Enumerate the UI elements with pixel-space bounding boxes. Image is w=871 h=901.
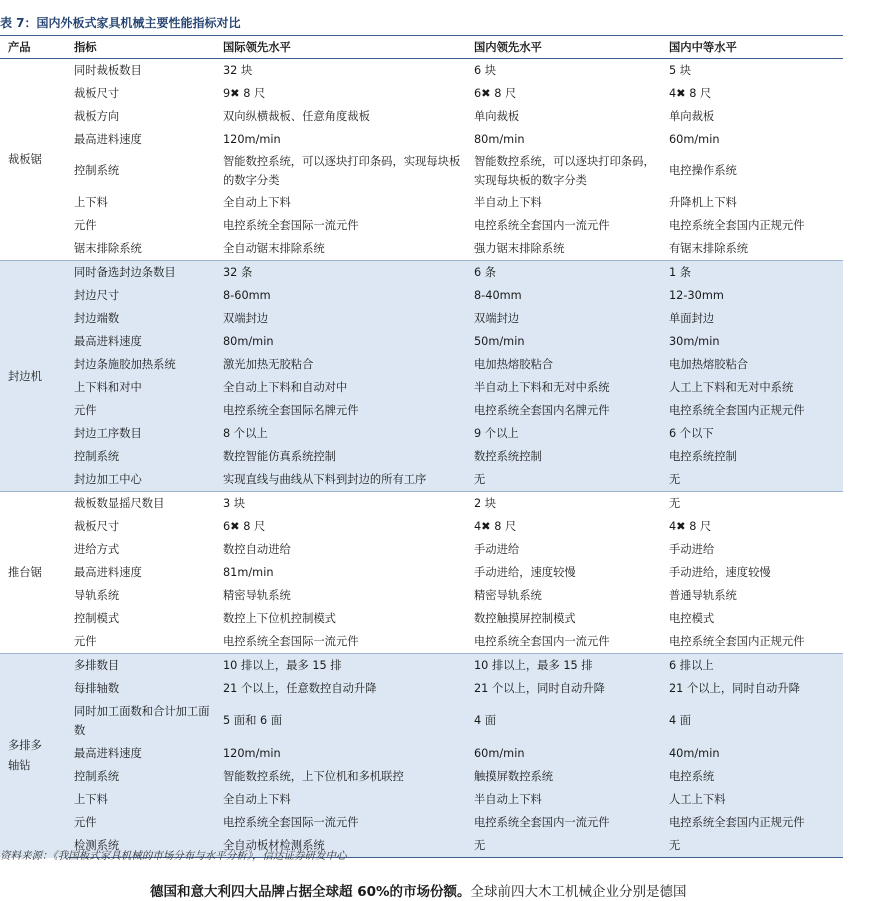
table-row [0,151,843,191]
indicator-cell: 上下料 [74,196,108,209]
domestic-leading-cell: 无 [468,834,663,858]
table-row [0,811,843,834]
indicator-cell: 控制系统 [74,450,120,463]
table-row [0,399,843,422]
indicator-cell: 同时加工面数和合计加工面数 [74,704,210,737]
table-row [0,654,843,678]
product-group [0,492,843,654]
domestic-medium-cell: 4 面 [669,714,692,728]
indicator-cell: 最高进料速度 [74,133,142,146]
international-cell: 数控智能仿真系统控制 [223,450,336,463]
domestic-leading-cell: 半自动上下料 [474,196,542,209]
table-row [0,353,843,376]
domestic-leading-cell: 60m/min [474,747,525,760]
domestic-leading-cell: 无 [474,473,486,486]
domestic-leading-cell: 电控系统全套国内一流元件 [474,635,610,648]
domestic-leading-cell: 手动进给，速度较慢 [474,566,576,579]
domestic-leading-cell: 电控系统全套国内名牌元件 [474,404,610,417]
table-row [0,445,843,468]
international-cell: 80m/min [223,335,274,348]
domestic-medium-cell: 6 排以上 [663,654,843,678]
indicator-cell: 元件 [74,635,97,648]
domestic-leading-cell: 10 排以上，最多 15 排 [468,654,663,678]
domestic-medium-cell: 21 个以上，同时自动升降 [669,682,800,695]
table-row [0,307,843,330]
product-group [0,261,843,492]
domestic-medium-cell: 有锯末排除系统 [669,242,749,255]
domestic-leading-cell: 精密导轨系统 [474,589,542,602]
international-cell: 双端封边 [223,312,269,325]
international-cell: 10 排以上，最多 15 排 [217,654,468,678]
header-product: 产品 [0,36,68,59]
indicator-cell: 控制模式 [74,612,120,625]
table-row [0,59,843,83]
domestic-medium-cell: 电控操作系统 [669,164,737,178]
indicator-cell: 每排轴数 [74,682,120,695]
domestic-medium-cell: 电控系统控制 [669,450,737,463]
international-cell: 电控系统全套国际名牌元件 [223,404,359,417]
indicator-cell: 检测系统 [68,834,217,858]
domestic-leading-cell: 手动进给 [474,543,520,556]
indicator-cell: 最高进料速度 [74,747,142,760]
footer-normal-text: 全球前四大木工机械企业分别是德国 [470,884,687,900]
table-row [0,742,843,765]
domestic-leading-cell: 80m/min [474,133,525,146]
table-row [0,677,843,700]
domestic-leading-cell: 数控触摸屏控制模式 [474,612,576,625]
domestic-leading-cell: 4 面 [474,714,497,728]
indicator-cell: 进给方式 [74,543,120,556]
indicator-cell: 封边条施胶加热系统 [74,358,176,371]
indicator-cell: 上下料 [74,793,108,806]
domestic-medium-cell: 电控系统全套国内正规元件 [669,404,805,417]
domestic-medium-cell: 手动进给 [669,543,715,556]
indicator-cell: 裁板尺寸 [74,87,120,100]
international-cell: 电控系统全套国际一流元件 [223,816,359,829]
domestic-leading-cell: 电控系统全套国内一流元件 [474,219,610,232]
indicator-cell: 封边端数 [74,312,120,325]
indicator-cell: 封边尺寸 [74,289,120,302]
domestic-medium-cell: 无 [663,492,843,516]
domestic-leading-cell: 数控系统控制 [474,450,542,463]
product-cell: 推台锯 [0,492,68,654]
table-row [0,700,843,742]
indicator-cell: 最高进料速度 [74,566,142,579]
international-cell: 全自动上下料 [223,793,291,806]
indicator-cell: 裁板方向 [74,110,120,123]
domestic-medium-cell: 手动进给，速度较慢 [669,566,771,579]
product-cell: 封边机 [0,261,68,492]
domestic-leading-cell: 半自动上下料和无对中系统 [474,381,610,394]
domestic-leading-cell: 智能数控系统，可以逐块打印条码，实现每块板的数字分类 [474,154,655,187]
domestic-medium-cell: 升降机上下料 [669,196,737,209]
product-group [0,59,843,261]
table-row [0,376,843,399]
indicator-cell: 多排数目 [68,654,217,678]
table-row [0,538,843,561]
domestic-leading-cell: 21 个以上，同时自动升降 [474,682,605,695]
international-cell: 全自动上下料和自动对中 [223,381,348,394]
indicator-cell: 同时备选封边条数目 [68,261,217,285]
domestic-medium-cell: 4✖ 8 尺 [669,87,712,100]
international-cell: 数控上下位机控制模式 [223,612,336,625]
domestic-leading-cell: 电控系统全套国内一流元件 [474,816,610,829]
international-cell: 8-60mm [223,289,271,302]
domestic-leading-cell: 50m/min [474,335,525,348]
domestic-medium-cell: 1 条 [663,261,843,285]
international-cell: 120m/min [223,747,281,760]
table-row [0,561,843,584]
indicator-cell: 控制系统 [74,770,120,783]
table-row [0,422,843,445]
table-row [0,630,843,654]
table-row [0,261,843,285]
domestic-leading-cell: 4✖ 8 尺 [474,520,517,533]
domestic-leading-cell: 9 个以上 [474,427,519,440]
domestic-medium-cell: 12-30mm [669,289,724,302]
international-cell: 双向纵横裁板、任意角度裁板 [223,110,370,123]
table-row [0,468,843,492]
table-row [0,607,843,630]
header-domestic-leading: 国内领先水平 [468,36,663,59]
domestic-leading-cell: 6 块 [468,59,663,83]
footer-bold-text: 德国和意大利四大品牌占据全球超 60%的市场份额。 [150,884,471,900]
table-row [0,788,843,811]
domestic-medium-cell: 40m/min [669,747,720,760]
international-cell: 数控自动进给 [223,543,291,556]
international-cell: 6✖ 8 尺 [223,520,266,533]
international-cell: 9✖ 8 尺 [223,87,266,100]
domestic-medium-cell: 30m/min [669,335,720,348]
international-cell: 精密导轨系统 [223,589,291,602]
domestic-medium-cell: 6 个以下 [669,427,714,440]
product-cell: 多排多轴钻 [0,654,68,858]
table-title: 表 7：国内外板式家具机械主要性能指标对比 [0,16,241,30]
indicator-cell: 导轨系统 [74,589,120,602]
indicator-cell: 上下料和对中 [74,381,142,394]
table-row [0,584,843,607]
indicator-cell: 裁板数显摇尺数目 [68,492,217,516]
domestic-medium-cell: 电控系统全套国内正规元件 [669,635,805,648]
domestic-medium-cell: 无 [669,473,681,486]
table-row [0,82,843,105]
domestic-medium-cell: 无 [663,834,843,858]
table-row [0,284,843,307]
domestic-medium-cell: 人工上下料和无对中系统 [669,381,794,394]
domestic-leading-cell: 双端封边 [474,312,520,325]
source-note: 资料来源：《我国板式家具机械的市场分布与水平分析》，信达证券研发中心 [0,850,347,862]
domestic-leading-cell: 触摸屏数控系统 [474,770,554,783]
indicator-cell: 元件 [74,404,97,417]
domestic-medium-cell: 电控系统 [669,770,715,783]
international-cell: 81m/min [223,566,274,579]
domestic-medium-cell: 电控系统全套国内正规元件 [669,816,805,829]
international-cell: 32 块 [217,59,468,83]
domestic-medium-cell: 5 块 [663,59,843,83]
domestic-medium-cell: 电控系统全套国内正规元件 [669,219,805,232]
domestic-medium-cell: 4✖ 8 尺 [669,520,712,533]
indicator-cell: 锯末排除系统 [74,242,142,255]
international-cell: 实现直线与曲线从下料到封边的所有工序 [223,473,427,486]
indicator-cell: 元件 [74,816,97,829]
table-row [0,191,843,214]
indicator-cell: 同时裁板数目 [68,59,217,83]
table-row [0,128,843,151]
domestic-medium-cell: 60m/min [669,133,720,146]
header-international-leading: 国际领先水平 [217,36,468,59]
header-row [0,36,843,59]
domestic-leading-cell: 8-40mm [474,289,522,302]
domestic-leading-cell: 2 块 [468,492,663,516]
indicator-cell: 元件 [74,219,97,232]
international-cell: 5 面和 6 面 [223,714,283,728]
table-row [0,330,843,353]
indicator-cell: 裁板尺寸 [74,520,120,533]
international-cell: 激光加热无胶粘合 [223,358,314,371]
international-cell: 3 块 [217,492,468,516]
table-row [0,105,843,128]
footer-paragraph [150,880,687,900]
domestic-medium-cell: 普通导轨系统 [669,589,737,602]
product-group [0,654,843,858]
table-row [0,492,843,516]
domestic-leading-cell: 单向裁板 [474,110,520,123]
table-row [0,214,843,237]
indicator-cell: 封边工序数目 [74,427,142,440]
indicator-cell: 控制系统 [74,164,120,178]
international-cell: 32 条 [217,261,468,285]
table-row [0,515,843,538]
domestic-leading-cell: 半自动上下料 [474,793,542,806]
domestic-medium-cell: 人工上下料 [669,793,726,806]
domestic-medium-cell: 电控模式 [669,612,715,625]
header-indicator: 指标 [68,36,217,59]
international-cell: 全自动上下料 [223,196,291,209]
international-cell: 8 个以上 [223,427,268,440]
header-domestic-medium: 国内中等水平 [663,36,843,59]
international-cell: 21 个以上，任意数控自动升降 [223,682,377,695]
indicator-cell: 封边加工中心 [74,473,142,486]
domestic-medium-cell: 单向裁板 [669,110,715,123]
international-cell: 电控系统全套国际一流元件 [223,219,359,232]
international-cell: 智能数控系统，上下位机和多机联控 [223,770,404,783]
indicator-cell: 最高进料速度 [74,335,142,348]
table-row [0,765,843,788]
international-cell: 智能数控系统，可以逐块打印条码，实现每块板的数字分类 [223,154,461,187]
product-cell: 裁板锯 [0,59,68,261]
domestic-leading-cell: 强力锯末排除系统 [474,242,565,255]
domestic-leading-cell: 6✖ 8 尺 [474,87,517,100]
comparison-table [0,35,843,858]
international-cell: 120m/min [223,133,281,146]
domestic-medium-cell: 电加热熔胶粘合 [669,358,749,371]
international-cell: 全自动板材检测系统 [217,834,468,858]
international-cell: 全自动锯末排除系统 [223,242,325,255]
domestic-medium-cell: 单面封边 [669,312,715,325]
domestic-leading-cell: 电加热熔胶粘合 [474,358,554,371]
table-row [0,237,843,261]
international-cell: 电控系统全套国际一流元件 [223,635,359,648]
domestic-leading-cell: 6 条 [468,261,663,285]
